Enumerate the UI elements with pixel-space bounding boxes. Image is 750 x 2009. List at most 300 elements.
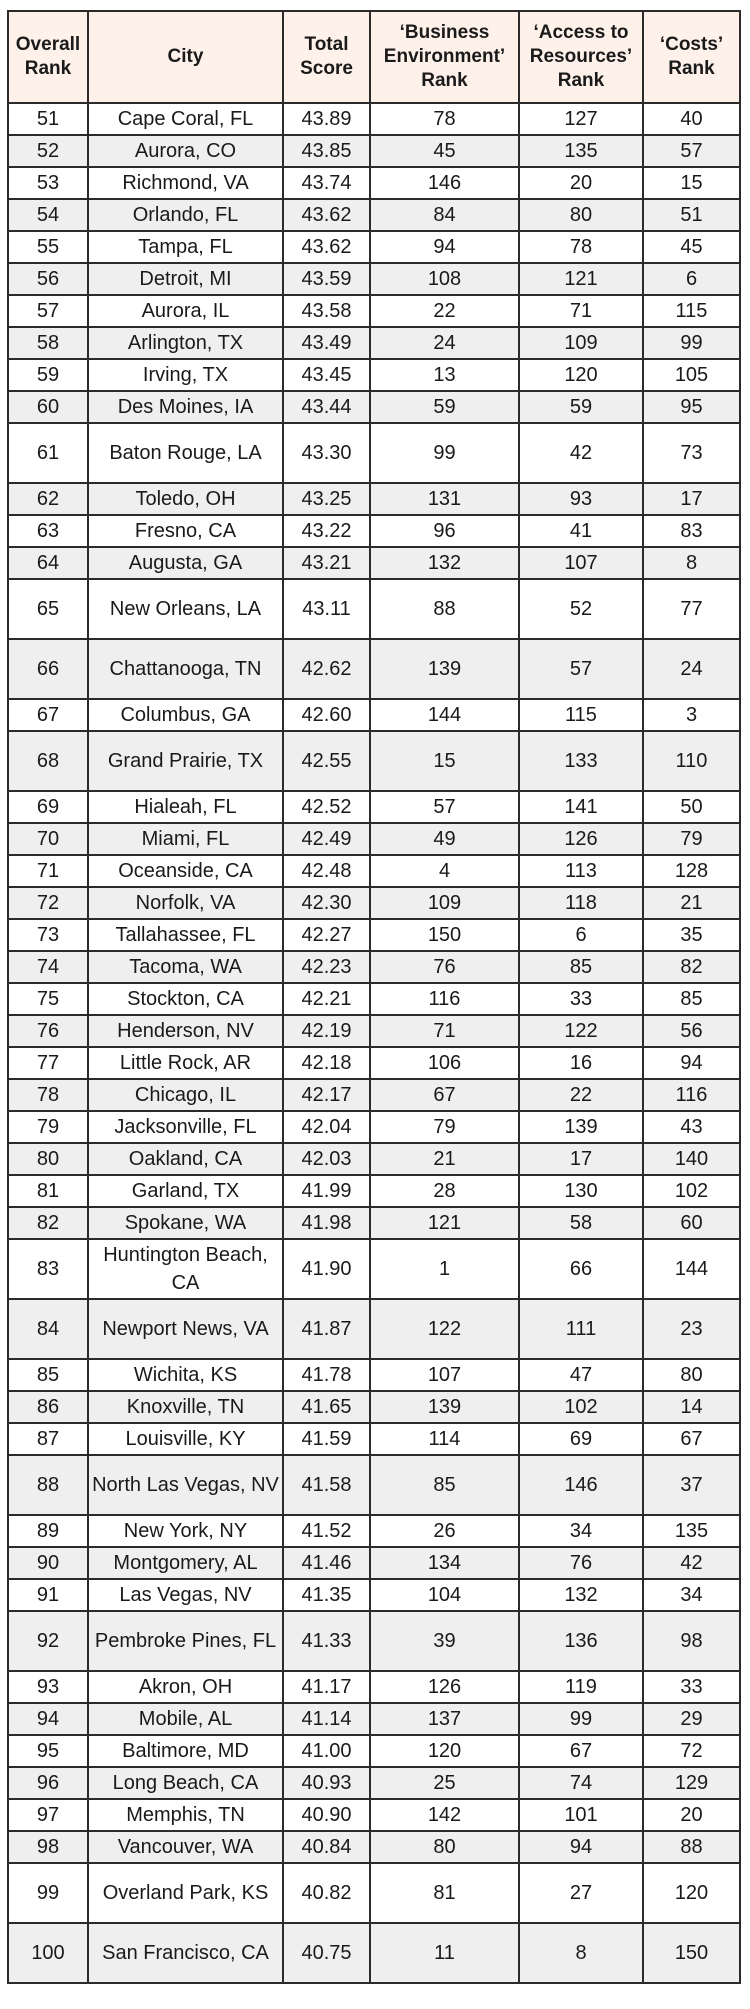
cell-business-environment-rank: 114 <box>370 1423 519 1455</box>
cell-city: Hialeah, FL <box>88 791 283 823</box>
cell-access-to-resources-rank: 133 <box>519 731 643 791</box>
cell-overall-rank: 69 <box>8 791 88 823</box>
table-row <box>8 1611 740 1671</box>
cell-costs-rank: 80 <box>643 1359 740 1391</box>
table-row <box>8 1923 740 1983</box>
cell-overall-rank: 84 <box>8 1299 88 1359</box>
cell-city: Little Rock, AR <box>88 1047 283 1079</box>
cell-total-score: 42.23 <box>283 951 370 983</box>
cell-access-to-resources-rank: 109 <box>519 327 643 359</box>
cell-city: Toledo, OH <box>88 483 283 515</box>
cell-overall-rank: 99 <box>8 1863 88 1923</box>
cell-access-to-resources-rank: 27 <box>519 1863 643 1923</box>
cell-total-score: 41.35 <box>283 1579 370 1611</box>
cell-overall-rank: 66 <box>8 639 88 699</box>
cell-overall-rank: 67 <box>8 699 88 731</box>
cell-overall-rank: 68 <box>8 731 88 791</box>
cell-costs-rank: 43 <box>643 1111 740 1143</box>
table-row <box>8 1047 740 1079</box>
cell-city: Baltimore, MD <box>88 1735 283 1767</box>
cell-total-score: 42.49 <box>283 823 370 855</box>
cell-business-environment-rank: 94 <box>370 231 519 263</box>
header-total-score: Total Score <box>283 11 370 103</box>
cell-costs-rank: 29 <box>643 1703 740 1735</box>
cell-overall-rank: 52 <box>8 135 88 167</box>
cell-business-environment-rank: 131 <box>370 483 519 515</box>
cell-overall-rank: 98 <box>8 1831 88 1863</box>
cell-costs-rank: 85 <box>643 983 740 1015</box>
cell-access-to-resources-rank: 93 <box>519 483 643 515</box>
cell-overall-rank: 72 <box>8 887 88 919</box>
cell-city: Stockton, CA <box>88 983 283 1015</box>
table-row <box>8 1831 740 1863</box>
cell-total-score: 41.90 <box>283 1239 370 1299</box>
cell-business-environment-rank: 132 <box>370 547 519 579</box>
table-row <box>8 1015 740 1047</box>
cell-overall-rank: 70 <box>8 823 88 855</box>
cell-access-to-resources-rank: 139 <box>519 1111 643 1143</box>
cell-access-to-resources-rank: 17 <box>519 1143 643 1175</box>
cell-business-environment-rank: 13 <box>370 359 519 391</box>
cell-city: Overland Park, KS <box>88 1863 283 1923</box>
cell-business-environment-rank: 76 <box>370 951 519 983</box>
cell-costs-rank: 67 <box>643 1423 740 1455</box>
cell-business-environment-rank: 24 <box>370 327 519 359</box>
cell-access-to-resources-rank: 126 <box>519 823 643 855</box>
cell-access-to-resources-rank: 69 <box>519 1423 643 1455</box>
cell-total-score: 43.85 <box>283 135 370 167</box>
cell-costs-rank: 95 <box>643 391 740 423</box>
cell-business-environment-rank: 78 <box>370 103 519 135</box>
cell-total-score: 41.58 <box>283 1455 370 1515</box>
cell-city: Knoxville, TN <box>88 1391 283 1423</box>
cell-city: Baton Rouge, LA <box>88 423 283 483</box>
cell-total-score: 43.89 <box>283 103 370 135</box>
cell-costs-rank: 129 <box>643 1767 740 1799</box>
cell-overall-rank: 71 <box>8 855 88 887</box>
table-row <box>8 579 740 639</box>
cell-costs-rank: 50 <box>643 791 740 823</box>
header-city: City <box>88 11 283 103</box>
cell-costs-rank: 79 <box>643 823 740 855</box>
cell-total-score: 40.82 <box>283 1863 370 1923</box>
table-row <box>8 699 740 731</box>
cell-city: Garland, TX <box>88 1175 283 1207</box>
cell-business-environment-rank: 57 <box>370 791 519 823</box>
cell-total-score: 42.62 <box>283 639 370 699</box>
cell-costs-rank: 102 <box>643 1175 740 1207</box>
table-row <box>8 731 740 791</box>
cell-total-score: 42.04 <box>283 1111 370 1143</box>
cell-overall-rank: 77 <box>8 1047 88 1079</box>
table-row <box>8 1735 740 1767</box>
table-row <box>8 1391 740 1423</box>
cell-access-to-resources-rank: 135 <box>519 135 643 167</box>
cell-overall-rank: 55 <box>8 231 88 263</box>
table-row <box>8 231 740 263</box>
cell-business-environment-rank: 134 <box>370 1547 519 1579</box>
header-business-environment-rank: ‘Business Environment’ Rank <box>370 11 519 103</box>
cell-overall-rank: 92 <box>8 1611 88 1671</box>
table-row <box>8 1799 740 1831</box>
cell-access-to-resources-rank: 146 <box>519 1455 643 1515</box>
header-access-to-resources-rank: ‘Access to Resources’ Rank <box>519 11 643 103</box>
cell-total-score: 43.11 <box>283 579 370 639</box>
cell-overall-rank: 65 <box>8 579 88 639</box>
cell-access-to-resources-rank: 74 <box>519 1767 643 1799</box>
table-row <box>8 295 740 327</box>
cell-overall-rank: 100 <box>8 1923 88 1983</box>
cell-business-environment-rank: 84 <box>370 199 519 231</box>
cell-total-score: 42.18 <box>283 1047 370 1079</box>
cell-costs-rank: 20 <box>643 1799 740 1831</box>
cell-business-environment-rank: 121 <box>370 1207 519 1239</box>
cell-access-to-resources-rank: 22 <box>519 1079 643 1111</box>
table-row <box>8 1767 740 1799</box>
cell-total-score: 42.60 <box>283 699 370 731</box>
cell-access-to-resources-rank: 85 <box>519 951 643 983</box>
cell-overall-rank: 95 <box>8 1735 88 1767</box>
cell-access-to-resources-rank: 120 <box>519 359 643 391</box>
cell-overall-rank: 63 <box>8 515 88 547</box>
cell-business-environment-rank: 85 <box>370 1455 519 1515</box>
cell-business-environment-rank: 144 <box>370 699 519 731</box>
cell-access-to-resources-rank: 107 <box>519 547 643 579</box>
table-row <box>8 887 740 919</box>
cell-access-to-resources-rank: 122 <box>519 1015 643 1047</box>
cell-costs-rank: 6 <box>643 263 740 295</box>
cell-total-score: 43.21 <box>283 547 370 579</box>
cell-total-score: 41.78 <box>283 1359 370 1391</box>
cell-overall-rank: 90 <box>8 1547 88 1579</box>
cell-city: Detroit, MI <box>88 263 283 295</box>
cell-access-to-resources-rank: 8 <box>519 1923 643 1983</box>
cell-access-to-resources-rank: 113 <box>519 855 643 887</box>
table-row <box>8 483 740 515</box>
cell-costs-rank: 120 <box>643 1863 740 1923</box>
cell-business-environment-rank: 104 <box>370 1579 519 1611</box>
cell-costs-rank: 57 <box>643 135 740 167</box>
cell-costs-rank: 116 <box>643 1079 740 1111</box>
cell-total-score: 43.74 <box>283 167 370 199</box>
cell-city: Tampa, FL <box>88 231 283 263</box>
cell-costs-rank: 56 <box>643 1015 740 1047</box>
cell-city: Louisville, KY <box>88 1423 283 1455</box>
cell-total-score: 42.48 <box>283 855 370 887</box>
table-row <box>8 1175 740 1207</box>
cell-total-score: 43.45 <box>283 359 370 391</box>
cell-business-environment-rank: 4 <box>370 855 519 887</box>
cell-city: Akron, OH <box>88 1671 283 1703</box>
cell-business-environment-rank: 21 <box>370 1143 519 1175</box>
cell-access-to-resources-rank: 99 <box>519 1703 643 1735</box>
cell-total-score: 41.87 <box>283 1299 370 1359</box>
cell-business-environment-rank: 142 <box>370 1799 519 1831</box>
cell-total-score: 41.33 <box>283 1611 370 1671</box>
cell-costs-rank: 88 <box>643 1831 740 1863</box>
cell-city: Las Vegas, NV <box>88 1579 283 1611</box>
cell-city: Montgomery, AL <box>88 1547 283 1579</box>
cell-access-to-resources-rank: 102 <box>519 1391 643 1423</box>
cell-access-to-resources-rank: 71 <box>519 295 643 327</box>
cell-overall-rank: 89 <box>8 1515 88 1547</box>
cell-overall-rank: 81 <box>8 1175 88 1207</box>
cell-access-to-resources-rank: 59 <box>519 391 643 423</box>
table-row <box>8 1547 740 1579</box>
cell-access-to-resources-rank: 118 <box>519 887 643 919</box>
rankings-table-container <box>7 10 739 1984</box>
cell-access-to-resources-rank: 132 <box>519 1579 643 1611</box>
cell-business-environment-rank: 146 <box>370 167 519 199</box>
cell-total-score: 40.93 <box>283 1767 370 1799</box>
cell-overall-rank: 79 <box>8 1111 88 1143</box>
table-row <box>8 1455 740 1515</box>
cell-business-environment-rank: 120 <box>370 1735 519 1767</box>
cell-city: Miami, FL <box>88 823 283 855</box>
cell-costs-rank: 37 <box>643 1455 740 1515</box>
table-body <box>8 103 740 1983</box>
cell-city: Pembroke Pines, FL <box>88 1611 283 1671</box>
cell-costs-rank: 15 <box>643 167 740 199</box>
header-costs-rank: ‘Costs’ Rank <box>643 11 740 103</box>
cell-business-environment-rank: 99 <box>370 423 519 483</box>
cell-total-score: 42.52 <box>283 791 370 823</box>
cell-costs-rank: 135 <box>643 1515 740 1547</box>
cell-costs-rank: 60 <box>643 1207 740 1239</box>
cell-costs-rank: 21 <box>643 887 740 919</box>
cell-access-to-resources-rank: 136 <box>519 1611 643 1671</box>
cell-total-score: 42.27 <box>283 919 370 951</box>
cell-total-score: 43.58 <box>283 295 370 327</box>
cell-total-score: 41.98 <box>283 1207 370 1239</box>
cell-city: Tacoma, WA <box>88 951 283 983</box>
table-row <box>8 1239 740 1299</box>
cell-overall-rank: 78 <box>8 1079 88 1111</box>
cell-city: Richmond, VA <box>88 167 283 199</box>
cell-overall-rank: 83 <box>8 1239 88 1299</box>
cell-city: Norfolk, VA <box>88 887 283 919</box>
cell-city: Chicago, IL <box>88 1079 283 1111</box>
cell-costs-rank: 110 <box>643 731 740 791</box>
cell-total-score: 43.62 <box>283 199 370 231</box>
cell-total-score: 42.03 <box>283 1143 370 1175</box>
table-row <box>8 951 740 983</box>
cell-overall-rank: 85 <box>8 1359 88 1391</box>
cell-overall-rank: 51 <box>8 103 88 135</box>
cell-access-to-resources-rank: 121 <box>519 263 643 295</box>
table-row <box>8 1863 740 1923</box>
table-row <box>8 1579 740 1611</box>
cell-overall-rank: 91 <box>8 1579 88 1611</box>
cell-business-environment-rank: 150 <box>370 919 519 951</box>
cell-overall-rank: 87 <box>8 1423 88 1455</box>
cell-access-to-resources-rank: 41 <box>519 515 643 547</box>
cell-access-to-resources-rank: 34 <box>519 1515 643 1547</box>
table-row <box>8 1359 740 1391</box>
cell-business-environment-rank: 25 <box>370 1767 519 1799</box>
cell-overall-rank: 88 <box>8 1455 88 1515</box>
cell-access-to-resources-rank: 115 <box>519 699 643 731</box>
cell-city: Spokane, WA <box>88 1207 283 1239</box>
cell-business-environment-rank: 11 <box>370 1923 519 1983</box>
cell-overall-rank: 74 <box>8 951 88 983</box>
table-row <box>8 1515 740 1547</box>
cell-business-environment-rank: 59 <box>370 391 519 423</box>
cell-city: Orlando, FL <box>88 199 283 231</box>
cell-city: Memphis, TN <box>88 1799 283 1831</box>
cell-total-score: 41.99 <box>283 1175 370 1207</box>
cell-total-score: 41.65 <box>283 1391 370 1423</box>
cell-total-score: 41.17 <box>283 1671 370 1703</box>
cell-costs-rank: 34 <box>643 1579 740 1611</box>
table-row <box>8 1111 740 1143</box>
table-row <box>8 359 740 391</box>
cell-business-environment-rank: 108 <box>370 263 519 295</box>
cell-total-score: 40.75 <box>283 1923 370 1983</box>
cell-overall-rank: 58 <box>8 327 88 359</box>
cell-overall-rank: 60 <box>8 391 88 423</box>
cell-costs-rank: 33 <box>643 1671 740 1703</box>
cell-total-score: 43.59 <box>283 263 370 295</box>
cell-business-environment-rank: 15 <box>370 731 519 791</box>
cell-access-to-resources-rank: 80 <box>519 199 643 231</box>
table-row <box>8 791 740 823</box>
table-row <box>8 1703 740 1735</box>
cell-business-environment-rank: 126 <box>370 1671 519 1703</box>
cell-business-environment-rank: 96 <box>370 515 519 547</box>
table-row <box>8 1299 740 1359</box>
cell-access-to-resources-rank: 94 <box>519 1831 643 1863</box>
cell-business-environment-rank: 71 <box>370 1015 519 1047</box>
cell-total-score: 43.30 <box>283 423 370 483</box>
cell-overall-rank: 62 <box>8 483 88 515</box>
cell-overall-rank: 53 <box>8 167 88 199</box>
cell-city: Cape Coral, FL <box>88 103 283 135</box>
table-row <box>8 1671 740 1703</box>
cell-city: San Francisco, CA <box>88 1923 283 1983</box>
cell-access-to-resources-rank: 42 <box>519 423 643 483</box>
cell-business-environment-rank: 106 <box>370 1047 519 1079</box>
cell-business-environment-rank: 45 <box>370 135 519 167</box>
cell-business-environment-rank: 137 <box>370 1703 519 1735</box>
cell-business-environment-rank: 1 <box>370 1239 519 1299</box>
table-row <box>8 167 740 199</box>
cell-access-to-resources-rank: 111 <box>519 1299 643 1359</box>
table-row <box>8 515 740 547</box>
cell-costs-rank: 83 <box>643 515 740 547</box>
cell-access-to-resources-rank: 130 <box>519 1175 643 1207</box>
cell-overall-rank: 82 <box>8 1207 88 1239</box>
cell-city: Jacksonville, FL <box>88 1111 283 1143</box>
cell-access-to-resources-rank: 20 <box>519 167 643 199</box>
table-row <box>8 1423 740 1455</box>
cell-total-score: 43.62 <box>283 231 370 263</box>
cell-city: Grand Prairie, TX <box>88 731 283 791</box>
cell-total-score: 42.21 <box>283 983 370 1015</box>
table-row <box>8 1079 740 1111</box>
table-row <box>8 639 740 699</box>
cell-costs-rank: 82 <box>643 951 740 983</box>
cell-business-environment-rank: 79 <box>370 1111 519 1143</box>
cell-city: Irving, TX <box>88 359 283 391</box>
cell-total-score: 43.22 <box>283 515 370 547</box>
cell-overall-rank: 80 <box>8 1143 88 1175</box>
cell-city: Wichita, KS <box>88 1359 283 1391</box>
cell-access-to-resources-rank: 101 <box>519 1799 643 1831</box>
cell-access-to-resources-rank: 67 <box>519 1735 643 1767</box>
cell-total-score: 41.59 <box>283 1423 370 1455</box>
cell-total-score: 43.49 <box>283 327 370 359</box>
table-row <box>8 983 740 1015</box>
cell-costs-rank: 99 <box>643 327 740 359</box>
cell-business-environment-rank: 28 <box>370 1175 519 1207</box>
cell-costs-rank: 51 <box>643 199 740 231</box>
cell-total-score: 41.00 <box>283 1735 370 1767</box>
cell-total-score: 40.84 <box>283 1831 370 1863</box>
cell-access-to-resources-rank: 119 <box>519 1671 643 1703</box>
cell-costs-rank: 77 <box>643 579 740 639</box>
cell-total-score: 41.14 <box>283 1703 370 1735</box>
cell-business-environment-rank: 107 <box>370 1359 519 1391</box>
cell-business-environment-rank: 88 <box>370 579 519 639</box>
table-header <box>8 11 740 103</box>
cell-costs-rank: 128 <box>643 855 740 887</box>
cell-total-score: 41.46 <box>283 1547 370 1579</box>
cell-access-to-resources-rank: 57 <box>519 639 643 699</box>
cell-costs-rank: 72 <box>643 1735 740 1767</box>
cell-access-to-resources-rank: 78 <box>519 231 643 263</box>
cell-city: Aurora, IL <box>88 295 283 327</box>
cell-costs-rank: 42 <box>643 1547 740 1579</box>
cell-city: Des Moines, IA <box>88 391 283 423</box>
cell-access-to-resources-rank: 52 <box>519 579 643 639</box>
cell-access-to-resources-rank: 141 <box>519 791 643 823</box>
cell-business-environment-rank: 116 <box>370 983 519 1015</box>
cell-costs-rank: 115 <box>643 295 740 327</box>
cell-city: Augusta, GA <box>88 547 283 579</box>
cell-costs-rank: 45 <box>643 231 740 263</box>
table-row <box>8 423 740 483</box>
cell-costs-rank: 23 <box>643 1299 740 1359</box>
cell-total-score: 42.30 <box>283 887 370 919</box>
cell-city: New Orleans, LA <box>88 579 283 639</box>
table-row <box>8 135 740 167</box>
cell-total-score: 42.55 <box>283 731 370 791</box>
cell-total-score: 40.90 <box>283 1799 370 1831</box>
header-row <box>8 11 740 103</box>
cell-business-environment-rank: 81 <box>370 1863 519 1923</box>
cell-access-to-resources-rank: 47 <box>519 1359 643 1391</box>
table-row <box>8 1143 740 1175</box>
cell-city: Aurora, CO <box>88 135 283 167</box>
table-row <box>8 327 740 359</box>
cell-total-score: 42.19 <box>283 1015 370 1047</box>
cell-business-environment-rank: 139 <box>370 639 519 699</box>
cell-costs-rank: 144 <box>643 1239 740 1299</box>
cell-overall-rank: 94 <box>8 1703 88 1735</box>
cell-city: North Las Vegas, NV <box>88 1455 283 1515</box>
cell-city: Oakland, CA <box>88 1143 283 1175</box>
cell-city: Vancouver, WA <box>88 1831 283 1863</box>
cell-overall-rank: 54 <box>8 199 88 231</box>
cell-overall-rank: 93 <box>8 1671 88 1703</box>
city-rankings-table <box>7 10 741 1984</box>
cell-costs-rank: 3 <box>643 699 740 731</box>
table-row <box>8 1207 740 1239</box>
cell-overall-rank: 64 <box>8 547 88 579</box>
cell-total-score: 41.52 <box>283 1515 370 1547</box>
cell-city: Long Beach, CA <box>88 1767 283 1799</box>
